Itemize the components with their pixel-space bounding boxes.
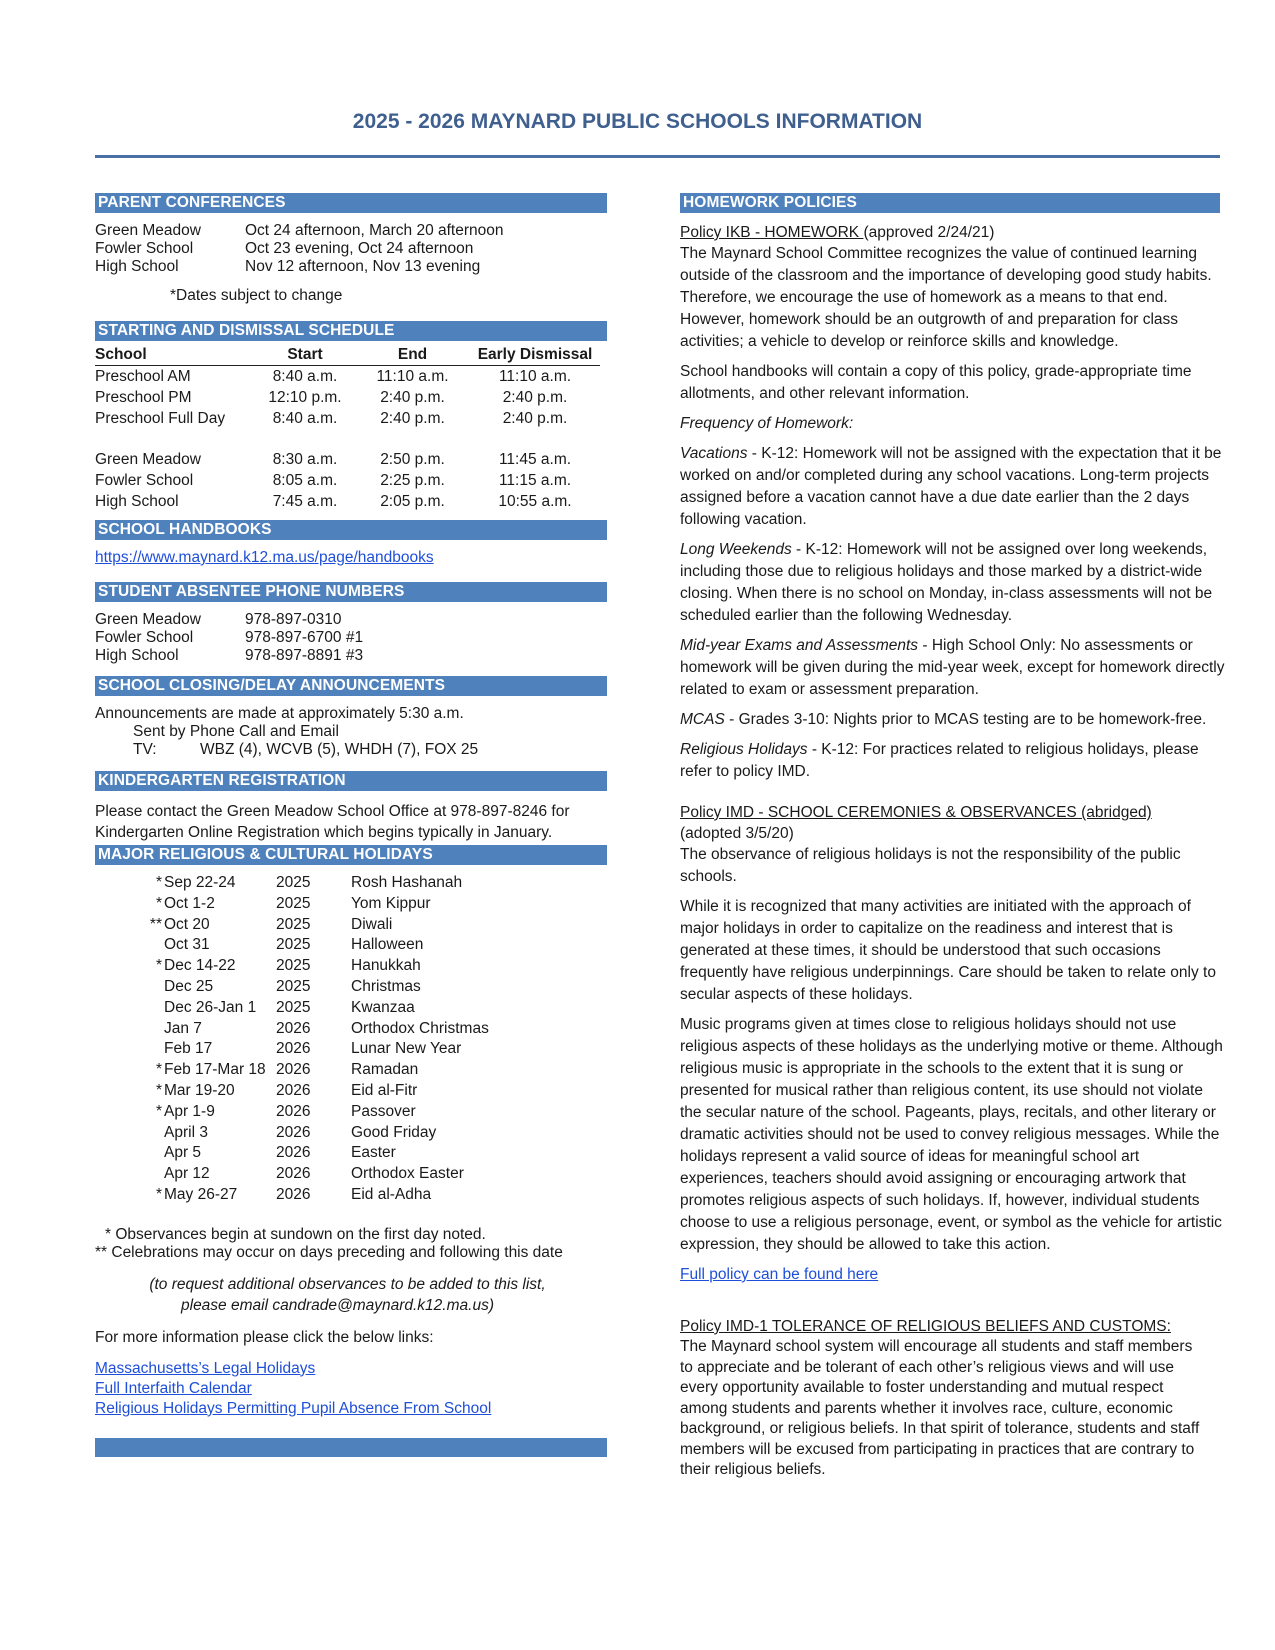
holiday-date: Sep 22-24: [164, 874, 236, 891]
policy-text: - High School Only: No assessments or homework will be given during the mid-year week, except for homework directly related to exam or assessment preparation.: [680, 637, 1225, 698]
holiday-date: Oct 20: [164, 915, 210, 933]
policy-midyear: [680, 635, 1225, 701]
footnote-sundown: * Observances begin at sundown on the first day noted.: [105, 1225, 486, 1243]
list-item: [95, 629, 607, 647]
holiday-name: Kwanzaa: [351, 998, 415, 1016]
homework-paragraph: School handbooks will contain a copy of this policy, grade-appropriate time allotments, and other relevant information.: [680, 363, 1192, 402]
closing-line: Announcements are made at approximately 5:30 a.m.: [95, 705, 464, 722]
holiday-year: 2026: [276, 1123, 311, 1141]
holiday-date: Apr 12: [164, 1165, 210, 1183]
policy-text: - Grades 3-10: Nights prior to MCAS testing are to be homework-free.: [724, 711, 1207, 728]
list-item: [95, 258, 607, 276]
holiday-year: 2026: [276, 1102, 311, 1120]
holiday-date: Feb 17-Mar 18: [164, 1061, 266, 1079]
holiday-name: Orthodox Christmas: [351, 1019, 489, 1037]
cell: 8:05 a.m.: [272, 472, 338, 489]
cell: Green Meadow: [95, 451, 201, 468]
holiday-marker: [95, 1164, 162, 1185]
cell: 2:05 p.m.: [380, 493, 445, 510]
holiday-year: 2025: [276, 936, 311, 954]
holiday-marker: [95, 1123, 162, 1144]
holiday-marker: [95, 1143, 162, 1164]
holiday-year: 2025: [276, 998, 311, 1016]
holiday-marker: [95, 1039, 162, 1060]
cell: Fowler School: [95, 472, 194, 489]
policy-imd-title: Policy IMD - SCHOOL CEREMONIES & OBSERVANCES (abridged): [680, 804, 1152, 821]
policy-imd1-title: Policy IMD-1 TOLERANCE OF RELIGIOUS BELIEFS AND CUSTOMS:: [680, 1318, 1171, 1335]
policy-text: - K-12: Homework will not be assigned with the expectation that it be worked on and/or completed during any school vacations. Long-term projects assigned before a vacation cannot have a due date earlier than the 2 days following vacation.: [680, 445, 1222, 528]
holiday-name: Diwali: [351, 915, 393, 933]
holiday-name: Yom Kippur: [351, 894, 431, 912]
holiday-year: 2026: [276, 1185, 311, 1203]
cell: 2:25 p.m.: [380, 472, 445, 489]
column-header: Start: [255, 347, 355, 366]
cell: 10:55 a.m.: [498, 493, 572, 510]
column-header: End: [355, 347, 470, 366]
conference-dates: Oct 24 afternoon, March 20 afternoon: [245, 222, 504, 239]
holiday-date: Apr 1-9: [164, 1102, 215, 1120]
legal-holidays-link[interactable]: Massachusetts’s Legal Holidays: [95, 1359, 316, 1377]
school-name: High School: [95, 647, 179, 664]
policy-label: Long Weekends: [680, 541, 792, 558]
policy-ikb-approved: (approved 2/24/21): [863, 224, 995, 241]
holiday-name: Rosh Hashanah: [351, 874, 463, 891]
more-info-text: For more information please click the below links:: [95, 1328, 434, 1346]
absentee-list: [95, 611, 607, 665]
holiday-marker: **: [149, 915, 162, 933]
list-item: [95, 956, 607, 977]
school-name: Green Meadow: [95, 222, 201, 239]
request-note-line2: please email candrade@maynard.k12.ma.us): [181, 1296, 494, 1314]
policy-ikb-title: Policy IKB - HOMEWORK: [680, 224, 864, 241]
list-item: [95, 1019, 607, 1040]
school-name: Green Meadow: [95, 611, 201, 628]
phone-number: 978-897-8891 #3: [245, 647, 364, 664]
closing-method: Sent by Phone Call and Email: [133, 723, 339, 740]
title-divider: [95, 155, 1220, 158]
cell: Preschool PM: [95, 389, 192, 406]
holiday-name: Eid al-Fitr: [351, 1081, 418, 1099]
table-row: [95, 387, 600, 408]
holiday-marker: [95, 998, 162, 1019]
policy-religious-holidays: [680, 739, 1225, 783]
pupil-absence-link[interactable]: Religious Holidays Permitting Pupil Absence From School: [95, 1399, 492, 1417]
holiday-marker: *: [155, 1102, 162, 1120]
holiday-marker: *: [155, 1081, 162, 1099]
school-name: High School: [95, 258, 179, 275]
cell: 2:50 p.m.: [380, 451, 445, 468]
holiday-marker: *: [155, 894, 162, 912]
holiday-year: 2026: [276, 1040, 311, 1058]
section-header-parent-conferences: PARENT CONFERENCES: [95, 193, 607, 213]
phone-number: 978-897-0310: [245, 611, 342, 628]
holiday-date: Dec 14-22: [164, 957, 236, 975]
holiday-marker: [95, 935, 162, 956]
cell: 2:40 p.m.: [380, 410, 445, 427]
section-header-holidays: MAJOR RELIGIOUS & CULTURAL HOLIDAYS: [95, 845, 607, 865]
holiday-name: Eid al-Adha: [351, 1185, 432, 1203]
holiday-year: 2025: [276, 874, 311, 891]
policy-long-weekends: [680, 539, 1225, 627]
table-row: [95, 491, 600, 512]
holiday-marker: *: [155, 1185, 162, 1203]
policy-label: Religious Holidays: [680, 741, 808, 758]
cell: High School: [95, 493, 179, 510]
cell: 2:40 p.m.: [502, 389, 568, 406]
list-item: [95, 915, 607, 936]
table-spacer-row: [95, 429, 600, 449]
cell: 2:40 p.m.: [380, 389, 445, 406]
table-row: [95, 408, 600, 429]
holiday-marker: [95, 977, 162, 998]
cell: Preschool AM: [95, 368, 191, 385]
policy-vacations: [680, 443, 1225, 531]
holiday-year: 2026: [276, 1165, 311, 1183]
list-item: [95, 240, 607, 258]
holiday-date: Oct 31: [164, 936, 210, 954]
holiday-marker: *: [155, 957, 162, 975]
homework-paragraph: The Maynard School Committee recognizes the value of continued learning outside of the classroom and the importance of developing good study habits. Therefore, we encourage the use of homework as a means to that end. However, homework should be an outgrowth of and preparation for class activities; a vehicle to develop or reinforce skills and knowledge.: [680, 245, 1212, 350]
cell: 8:40 a.m.: [272, 368, 338, 385]
holiday-date: Dec 26-Jan 1: [164, 998, 257, 1016]
list-item: [95, 611, 607, 629]
schedule-table: [95, 347, 600, 512]
holiday-year: 2025: [276, 894, 311, 912]
frequency-heading: Frequency of Homework:: [680, 415, 854, 432]
footnote-celebrations: ** Celebrations may occur on days preceding and following this date: [95, 1243, 563, 1261]
section-header-homework: HOMEWORK POLICIES: [680, 193, 1220, 213]
holiday-year: 2026: [276, 1144, 311, 1162]
conference-dates: Oct 23 evening, Oct 24 afternoon: [245, 240, 474, 257]
list-item: [95, 894, 607, 915]
list-item: [95, 977, 607, 998]
cell: 11:45 a.m.: [498, 451, 572, 468]
list-item: [95, 1143, 607, 1164]
school-name: Fowler School: [95, 240, 194, 257]
list-item: [95, 222, 607, 240]
cell: 8:40 a.m.: [272, 410, 338, 427]
holiday-date: Dec 25: [164, 977, 214, 995]
page-title: 2025 - 2026 MAYNARD PUBLIC SCHOOLS INFORMATION: [352, 110, 923, 133]
list-item: [95, 647, 607, 665]
section-header-kindergarten: KINDERGARTEN REGISTRATION: [95, 771, 607, 791]
holiday-marker: [95, 1019, 162, 1040]
cell: 2:40 p.m.: [502, 410, 568, 427]
conference-dates: Nov 12 afternoon, Nov 13 evening: [245, 258, 481, 275]
left-column: [95, 193, 607, 1457]
list-item: [95, 873, 607, 894]
holiday-year: 2026: [276, 1019, 311, 1037]
cell: 8:30 a.m.: [272, 451, 338, 468]
parent-conferences-list: [95, 222, 607, 276]
holiday-date: Apr 5: [164, 1144, 202, 1162]
table-header-row: [95, 347, 600, 366]
list-item: [95, 1039, 607, 1060]
holiday-name: Ramadan: [351, 1061, 419, 1079]
tv-row: [133, 741, 607, 759]
holiday-name: Christmas: [351, 977, 421, 995]
imd-paragraph: Music programs given at times close to religious holidays should not use religious aspects of these holidays as the underlying motive or theme. Although religious music is appropriate in the schools to the extent that it is sung or presented for musical rather than religious content, its use should not violate the secular nature of the school. Pageants, plays, recitals, and other literary or dramatic activities should not be used to convey religious messages. While the holidays represent a valid source of ideas for meaningful school art experiences, teachers should avoid assigning or encouraging artwork that promotes religious aspects of such holidays. If, however, individual students choose to use a religious personage, event, or symbol as the vehicle for artistic expression, they should be allowed to take this action.: [680, 1016, 1223, 1253]
tv-stations: WBZ (4), WCVB (5), WHDH (7), FOX 25: [200, 741, 479, 758]
holiday-year: 2025: [276, 915, 311, 933]
list-item: [95, 1081, 607, 1102]
kindergarten-text: Please contact the Green Meadow School Office at 978-897-8246 for Kindergarten Online Registration which begins typically in January.: [95, 803, 570, 841]
holiday-name: Halloween: [351, 936, 424, 954]
section-header-closing: SCHOOL CLOSING/DELAY ANNOUNCEMENTS: [95, 676, 607, 696]
policy-label: MCAS: [680, 711, 725, 728]
holiday-name: Easter: [351, 1144, 396, 1162]
policy-mcas: [680, 709, 1225, 731]
right-column: [680, 193, 1225, 1489]
holiday-date: Oct 1-2: [164, 894, 215, 912]
holiday-year: 2026: [276, 1081, 311, 1099]
holiday-name: Good Friday: [351, 1123, 437, 1141]
holiday-marker: *: [155, 874, 162, 891]
section-header-schedule: STARTING AND DISMISSAL SCHEDULE: [95, 321, 607, 341]
holiday-name: Lunar New Year: [351, 1040, 462, 1058]
table-row: [95, 366, 600, 388]
holiday-date: May 26-27: [164, 1185, 238, 1203]
conference-note: *Dates subject to change: [170, 287, 343, 304]
cell: 7:45 a.m.: [272, 493, 338, 510]
cell: 12:10 p.m.: [268, 389, 342, 406]
policy-ikb-heading: [680, 222, 1225, 243]
school-name: Fowler School: [95, 629, 194, 646]
holiday-marker: *: [155, 1061, 162, 1079]
table-row: [95, 449, 600, 470]
handbooks-link[interactable]: https://www.maynard.k12.ma.us/page/handbooks: [95, 549, 434, 566]
imd1-paragraph: The Maynard school system will encourage all students and staff members to appreciate and be tolerant of each other’s religious views and will use every opportunity available to foster understanding and mutual respect among students and parents whether it involves race, culture, economic background, or religious beliefs. In that spirit of tolerance, students and staff members will be excused from participating in practices that are contrary to their religious beliefs.: [680, 1338, 1200, 1478]
list-item: [95, 1060, 607, 1081]
holiday-name: Passover: [351, 1102, 416, 1120]
list-item: [95, 1185, 607, 1206]
cell: Preschool Full Day: [95, 410, 226, 427]
holiday-year: 2026: [276, 1061, 311, 1079]
policy-imd-adopted: (adopted 3/5/20): [680, 825, 794, 842]
holiday-list: [95, 873, 607, 1206]
cell: 11:15 a.m.: [498, 472, 572, 489]
list-item: [95, 1123, 607, 1144]
footer-bar: [95, 1438, 607, 1457]
holiday-date: Feb 17: [164, 1040, 213, 1058]
holiday-name: Orthodox Easter: [351, 1165, 464, 1183]
list-item: [95, 998, 607, 1019]
list-item: [95, 1164, 607, 1185]
table-row: [95, 470, 600, 491]
holiday-name: Hanukkah: [351, 957, 421, 975]
phone-number: 978-897-6700 #1: [245, 629, 364, 646]
holiday-year: 2025: [276, 957, 311, 975]
section-header-handbooks: SCHOOL HANDBOOKS: [95, 520, 607, 540]
section-header-absentee: STUDENT ABSENTEE PHONE NUMBERS: [95, 582, 607, 602]
request-note-line1: (to request additional observances to be added to this list,: [149, 1275, 546, 1293]
interfaith-calendar-link[interactable]: Full Interfaith Calendar: [95, 1379, 252, 1397]
cell: 11:10 a.m.: [376, 368, 449, 385]
holiday-date: Mar 19-20: [164, 1081, 235, 1099]
list-item: [95, 935, 607, 956]
full-policy-link[interactable]: Full policy can be found here: [680, 1266, 879, 1283]
imd-paragraph: While it is recognized that many activities are initiated with the approach of major holidays in order to capitalize on the readiness and interest that is generated at these times, it should be understood that such occasions frequently have religious underpinnings. Care should be taken to relate only to secular aspects of these holidays.: [680, 898, 1216, 1003]
column-header: Early Dismissal: [470, 347, 600, 366]
imd-paragraph: The observance of religious holidays is not the responsibility of the public schools.: [680, 846, 1181, 885]
tv-label: TV:: [133, 741, 157, 758]
holiday-date: Jan 7: [164, 1019, 202, 1037]
policy-text: - K-12: For practices related to religious holidays, please refer to policy IMD.: [680, 741, 1199, 780]
policy-text: - K-12: Homework will not be assigned over long weekends, including those due to religious holidays and those marked by a district-wide closing. When there is no school on Monday, in-class assessments will not be scheduled earlier than the following Wednesday.: [680, 541, 1213, 624]
policy-label: Vacations: [680, 445, 748, 462]
cell: 11:10 a.m.: [498, 368, 572, 385]
policy-label: Mid-year Exams and Assessments: [680, 637, 919, 654]
holiday-year: 2025: [276, 977, 311, 995]
holiday-date: April 3: [164, 1123, 208, 1141]
column-header: School: [95, 347, 255, 366]
list-item: [95, 1102, 607, 1123]
